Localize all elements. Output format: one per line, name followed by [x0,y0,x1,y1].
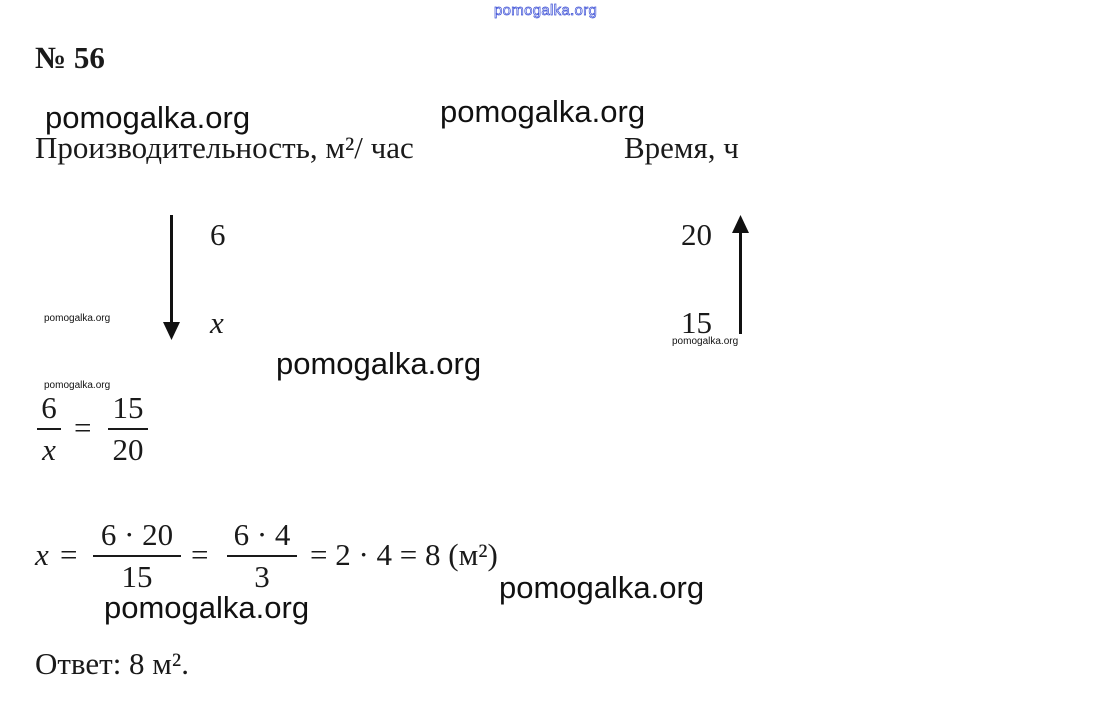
watermark: pomogalka.org [104,590,310,625]
proportion-right-fraction [108,392,148,465]
watermark: pomogalka.org [440,94,646,129]
watermark: pomogalka.org [499,570,705,605]
solution-result: = 2 · 4 = 8 (м²) [310,537,498,572]
solution-fraction-2-numerator: 6 · 4 [233,517,291,552]
solution-fraction-2-denominator: 3 [254,559,270,594]
watermark: pomogalka.org [44,313,111,324]
proportion-right-denominator: 20 [112,432,144,467]
watermark: pomogalka.org [672,336,739,347]
watermark: pomogalka.org [44,380,111,391]
solution-fraction-1-numerator: 6 · 20 [100,517,174,552]
productivity-value-bottom: x [210,305,224,340]
proportion-left-numerator: 6 [41,390,57,425]
time-value-top: 20 [681,217,712,252]
time-value-bottom: 15 [681,305,712,340]
time-header: Время, ч [624,130,739,165]
solution-equals-1: = [60,537,78,572]
answer-text: Ответ: 8 м². [35,646,189,681]
proportion-left-fraction [37,392,61,465]
productivity-header: Производительность, м²/ час [35,130,414,165]
solution-fraction-1 [93,519,181,592]
watermark: pomogalka.org [45,100,251,135]
proportion-equals: = [74,410,92,445]
top-watermark: pomogalka.org [494,2,598,19]
solution-fraction-2 [227,519,297,592]
solution-variable: x [35,537,49,572]
problem-number: № 56 [35,40,105,75]
solution-fraction-1-denominator: 15 [121,559,153,594]
proportion-left-denominator: x [42,432,56,467]
solution-equals-2: = [191,537,209,572]
watermark: pomogalka.org [276,346,482,381]
proportion-right-numerator: 15 [112,390,144,425]
productivity-value-top: 6 [210,217,226,252]
